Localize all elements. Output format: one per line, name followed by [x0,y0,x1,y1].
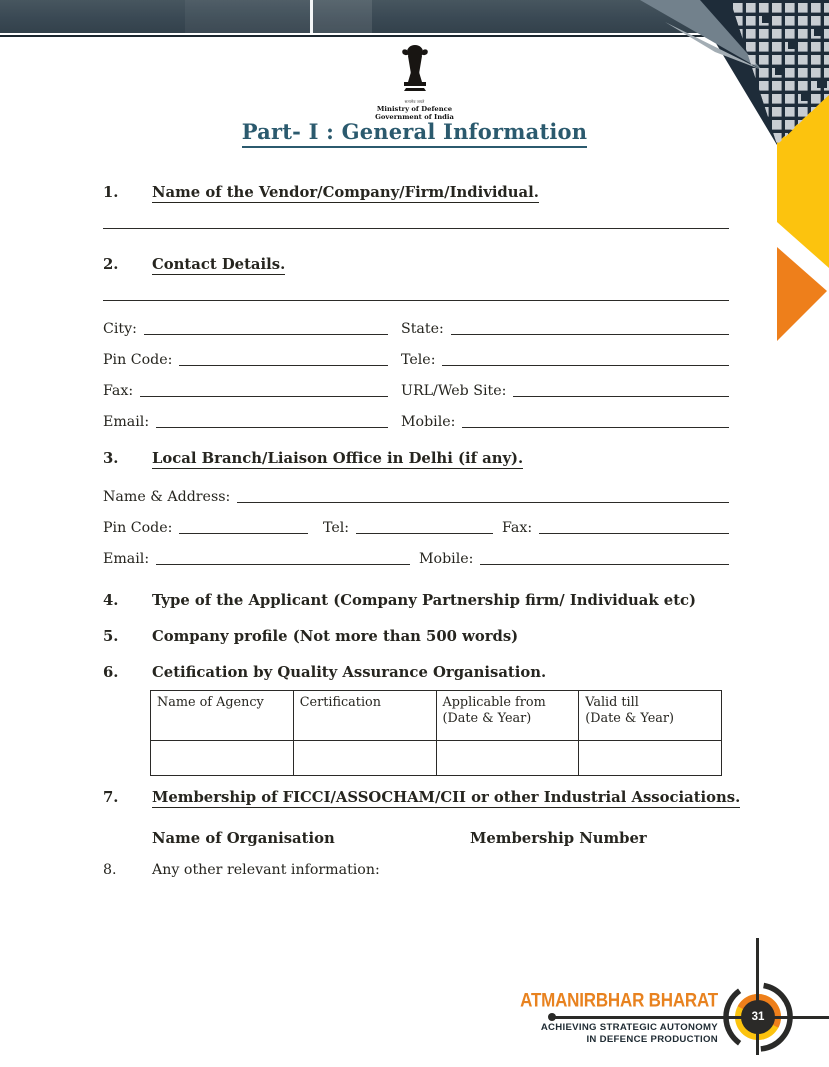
tagline-line2: IN DEFENCE PRODUCTION [586,1033,718,1045]
tele-input-line[interactable] [442,365,729,366]
section-7-heading [103,789,741,808]
fax-url-row [103,379,729,399]
band-highlight [185,0,310,33]
branch-email-mobile-row [103,547,729,567]
section-number: 1. [103,184,119,201]
certification-cell[interactable] [293,741,436,776]
section-label: Local Branch/Liaison Office in Delhi (if any). [152,450,524,467]
section-number: 8. [103,862,117,878]
ashoka-emblem-icon [395,44,435,96]
tele-label: Tele: [401,352,436,368]
membership-number-header: Membership Number [470,830,647,847]
section-number: 4. [103,592,119,609]
section-label: Any other relevant information: [152,862,380,878]
section-2-heading [103,256,728,275]
section-number: 3. [103,450,119,467]
email-label: Email: [103,414,150,430]
footer-tagline [541,1022,718,1045]
footer-vertical-line [756,938,759,1055]
government-caption: Government of India [375,112,454,121]
vendor-name-line[interactable] [103,228,729,229]
fax-label: Fax: [103,383,134,399]
page-number-badge: 31 [741,1000,775,1034]
section-4-heading [103,592,728,609]
section-label: Company profile (Not more than 500 words) [152,628,519,645]
branch-pin-label: Pin Code: [103,520,173,536]
section-number: 2. [103,256,119,273]
section-6-heading [103,664,728,681]
section-number: 7. [103,789,119,806]
table-header-row [151,691,722,741]
section-label: Type of the Applicant (Company Partnership firm/ Individuak etc) [152,592,697,609]
org-name-header: Name of Organisation [152,830,335,847]
mobile-label: Mobile: [401,414,456,430]
top-header-band [0,0,706,33]
branch-name-address-row [103,485,729,505]
section-1-heading [103,184,728,203]
city-label: City: [103,321,137,337]
name-address-input-line[interactable] [237,502,729,503]
tagline-line1: ACHIEVING STRATEGIC AUTONOMY [540,1022,718,1033]
branch-tel-input-line[interactable] [356,533,493,534]
email-input-line[interactable] [156,427,388,428]
page-title: Part- I : General Information [242,119,587,148]
pin-input-line[interactable] [179,365,388,366]
section-5-heading [103,628,728,645]
branch-pin-input-line[interactable] [179,533,308,534]
col-applicable-from: Applicable from (Date & Year) [436,691,579,741]
url-label: URL/Web Site: [401,383,507,399]
atmanirbhar-bharat-logo: ATMANIRBHAR BHARAT [520,989,718,1011]
pin-label: Pin Code: [103,352,173,368]
city-input-line[interactable] [144,334,388,335]
section-8-heading [103,862,728,878]
address-line[interactable] [103,300,729,301]
page-title-wrap [0,119,829,148]
fax-input-line[interactable] [140,396,388,397]
section-number: 5. [103,628,119,645]
agency-cell[interactable] [151,741,294,776]
table-row [151,741,722,776]
section-number: 6. [103,664,119,681]
applicable-from-cell[interactable] [436,741,579,776]
col-valid-till: Valid till (Date & Year) [579,691,722,741]
email-mobile-row [103,410,729,430]
valid-till-cell[interactable] [579,741,722,776]
section-3-heading [103,450,728,469]
mobile-input-line[interactable] [462,427,729,428]
section-label: Membership of FICCI/ASSOCHAM/CII or other Industrial Associations. [152,789,741,806]
band-highlight [312,0,372,33]
footer-horizontal-line [552,1016,829,1019]
footer-line-dot [548,1013,556,1021]
emblem-motto: सत्यमेव जयते [404,99,425,104]
certification-table [150,690,722,776]
branch-pin-tel-fax-row [103,516,729,536]
branch-fax-label: Fax: [502,520,533,536]
branch-mobile-input-line[interactable] [480,564,729,565]
emblem-block [0,44,829,121]
band-divider-line [310,0,313,33]
section-label: Contact Details. [152,256,286,273]
section-label: Cetification by Quality Assurance Organisation. [152,664,547,681]
col-certification: Certification [293,691,436,741]
col-name-of-agency: Name of Agency [151,691,294,741]
city-state-row [103,317,729,337]
branch-email-label: Email: [103,551,150,567]
state-input-line[interactable] [451,334,729,335]
branch-tel-label: Tel: [323,520,350,536]
band-underline [0,35,706,37]
ministry-caption: Ministry of Defence [376,105,453,113]
url-input-line[interactable] [513,396,729,397]
orange-triangle-shape [777,247,827,341]
state-label: State: [401,321,444,337]
branch-email-input-line[interactable] [156,564,410,565]
branch-mobile-label: Mobile: [419,551,474,567]
branch-fax-input-line[interactable] [539,533,729,534]
name-address-label: Name & Address: [103,489,231,505]
pin-tele-row [103,348,729,368]
section-label: Name of the Vendor/Company/Firm/Individual. [152,184,539,201]
